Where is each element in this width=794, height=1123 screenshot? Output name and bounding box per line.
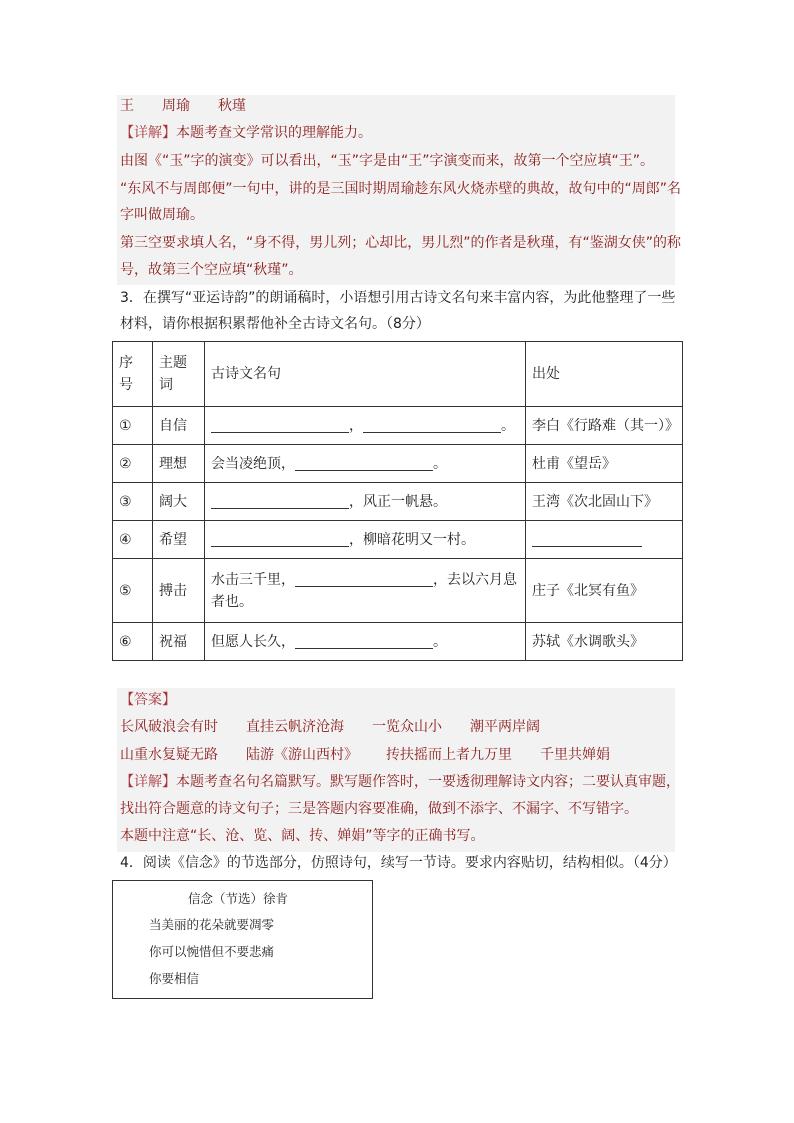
answer-item: 潮平两岸阔 — [470, 719, 540, 735]
row-source: 李白《行路难（其一）》 — [526, 407, 683, 445]
answer-fill-3: 秋瑾 — [218, 98, 246, 114]
table-header-row — [113, 342, 683, 407]
answer-blank[interactable] — [211, 418, 349, 433]
question-3-line-2: 材料，请你根据积累帮他补全古诗文名句。（8分） — [120, 316, 430, 332]
table-row — [113, 445, 683, 483]
row-number: ⑤ — [113, 559, 153, 623]
row-theme: 自信 — [153, 407, 205, 445]
poem-table — [112, 341, 683, 661]
answer-fill-line — [120, 96, 246, 116]
answer-item: 长风破浪会有时 — [120, 719, 218, 735]
detail-1-paragraph-3b: 号，故第三个空应填“秋瑾”。 — [120, 262, 303, 278]
row-quote: 水击三千里， ，去以六月息 者也。 — [205, 559, 526, 623]
row-source: 王湾《次北固山下》 — [526, 483, 683, 521]
answer-line-2 — [120, 745, 610, 765]
poem-title: 信念（节选）徐肯 — [188, 891, 289, 906]
answer-tag: 【答案】 — [120, 692, 176, 708]
answer-blank[interactable] — [211, 532, 349, 547]
header-quote: 古诗文名句 — [205, 342, 526, 407]
detail-text: 本题考查名句名篇默写。默写题作答时，一要透彻理解诗文内容；二要认真审题， — [176, 774, 680, 790]
detail-3-heading — [120, 772, 680, 792]
detail-text: 本题考查文学常识的理解能力。 — [176, 125, 372, 141]
row-quote: ，柳暗花明又一村。 — [205, 521, 526, 559]
row-source: 庄子《北冥有鱼》 — [526, 559, 683, 623]
row-quote: 会当凌绝顶， 。 — [205, 445, 526, 483]
header-source: 出处 — [526, 342, 683, 407]
answer-blank[interactable] — [363, 418, 501, 433]
poem-excerpt-box — [112, 880, 373, 999]
answer-fill-2: 周瑜 — [162, 98, 190, 114]
detail-3-paragraph-2: 找出符合题意的诗文句子；三是答题内容要准确，做到不添字、不漏字、不写错字。 — [120, 801, 638, 817]
row-theme: 阔大 — [153, 483, 205, 521]
row-theme: 希望 — [153, 521, 205, 559]
header-number: 序 号 — [113, 342, 153, 407]
table-row — [113, 559, 683, 623]
row-number: ② — [113, 445, 153, 483]
row-number: ① — [113, 407, 153, 445]
detail-tag: 【详解】 — [120, 774, 176, 790]
row-number: ⑥ — [113, 623, 153, 661]
detail-1-paragraph-2a: “东风不与周郎便”一句中，讲的是三国时期周瑜趁东风火烧赤壁的典故，故句中的“周郎”名 — [120, 181, 682, 197]
row-theme: 祝福 — [153, 623, 205, 661]
detail-1-paragraph-3a: 第三空要求填人名，“身不得，男儿列；心却比，男儿烈”的作者是秋瑾，有“鉴湖女侠”的称 — [120, 235, 682, 251]
table-row — [113, 483, 683, 521]
answer-blank[interactable] — [295, 456, 433, 471]
row-number: ③ — [113, 483, 153, 521]
poem-line: 你要相信 — [149, 971, 200, 986]
answer-item: 山重水复疑无路 — [120, 747, 218, 763]
header-theme: 主题 词 — [153, 342, 205, 407]
table-row — [113, 521, 683, 559]
answer-blank[interactable] — [295, 572, 433, 587]
answer-line-1 — [120, 717, 540, 737]
row-number: ④ — [113, 521, 153, 559]
poem-line: 你可以惋惜但不要悲痛 — [149, 944, 275, 959]
row-quote: ，风正一帆悬。 — [205, 483, 526, 521]
row-quote: ， 。 — [205, 407, 526, 445]
row-theme: 搏击 — [153, 559, 205, 623]
answer-item: 抟扶摇而上者九万里 — [386, 747, 512, 763]
detail-1-heading — [120, 123, 372, 143]
detail-1-paragraph-1: 由图《“玉”字的演变》可以看出，“玉”字是由“王”字演变而来，故第一个空应填“王”。 — [120, 153, 655, 169]
detail-3-paragraph-3: 本题中注意“长、沧、览、阔、抟、婵娟”等字的正确书写。 — [120, 828, 485, 844]
answer-item: 直挂云帆济沧海 — [246, 719, 344, 735]
answer-item: 一览众山小 — [372, 719, 442, 735]
detail-tag: 【详解】 — [120, 125, 176, 141]
row-source — [526, 521, 683, 559]
answer-item: 千里共婵娟 — [540, 747, 610, 763]
answer-blank[interactable] — [295, 634, 433, 649]
poem-line: 当美丽的花朵就要凋零 — [149, 917, 275, 932]
answer-item: 陆游《游山西村》 — [246, 747, 358, 763]
answer-blank[interactable] — [211, 494, 349, 509]
answer-blank[interactable] — [532, 532, 642, 547]
row-source: 苏轼《水调歌头》 — [526, 623, 683, 661]
answer-fill-1: 王 — [120, 98, 134, 114]
table-row — [113, 407, 683, 445]
question-4-line-1: 4．阅读《信念》的节选部分，仿照诗句，续写一节诗。要求内容贴切，结构相似。（4分） — [120, 855, 677, 871]
row-quote: 但愿人长久， 。 — [205, 623, 526, 661]
detail-1-paragraph-2b: 字叫做周瑜。 — [120, 207, 204, 223]
row-theme: 理想 — [153, 445, 205, 483]
table-row — [113, 623, 683, 661]
row-source: 杜甫《望岳》 — [526, 445, 683, 483]
question-3-line-1: 3．在撰写“亚运诗韵”的朗诵稿时，小语想引用古诗文名句来丰富内容，为此他整理了一些 — [120, 290, 676, 306]
